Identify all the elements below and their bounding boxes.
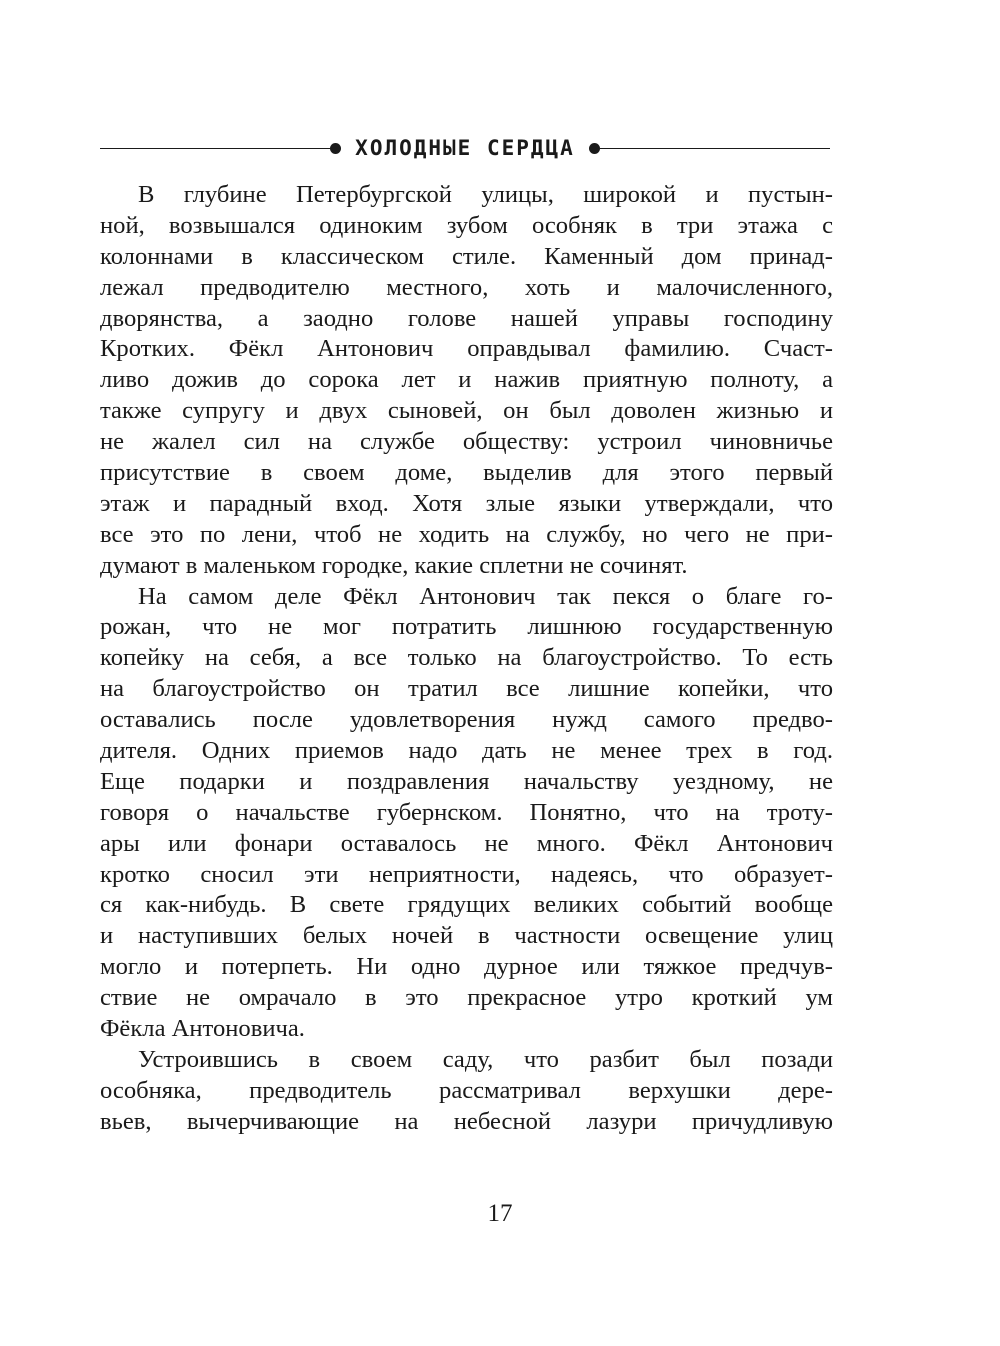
running-header-title: ХОЛОДНЫЕ СЕРДЦА [355,136,575,160]
text-line: ся как-нибудь. В свете грядущих великих событий вообще [100,891,833,919]
text-line: ной, возвышался одиноким зубом особняк в три этажа с [100,211,833,239]
text-line: на благоустройство он тратил все лишние копейки, что [100,675,833,703]
page-number: 17 [487,1200,513,1227]
text-line: вьев, вычерчивающие на небесной лазури причудливую [100,1107,833,1135]
text-line: Кротких. Фёкл Антонович оправдывал фамилию. Счаст- [100,335,833,363]
text-line: ары или фонари оставалось не много. Фёкл Антонович [100,829,833,857]
text-line: все это по лени, чтоб не ходить на службу, но чего не при- [100,520,833,548]
text-line: В глубине Петербургской улицы, широкой и пустын- [138,181,833,208]
header-rule-left [100,148,330,149]
text-line: Устроившись в своем саду, что разбит был позади [138,1045,833,1073]
text-line: оставались после удовлетворения нужд самого предво- [100,706,833,734]
text-line: рожан, что не мог потратить лишнюю государственную [100,613,833,641]
running-header [100,133,830,163]
text-line: Еще подарки и поздравления начальству уездному, не [100,767,833,795]
text-line: колоннами в классическом стиле. Каменный дом принад- [100,242,833,270]
text-line: и наступивших белых ночей в частности освещение улиц [100,922,833,950]
header-rule-right [600,148,830,149]
text-line: также супругу и двух сыновей, он был доволен жизнью и [100,397,833,425]
text-line: говоря о начальстве губернском. Понятно, что на троту- [100,798,833,826]
text-line: этаж и парадный вход. Хотя злые языки утверждали, что [100,489,833,517]
text-line: кротко сносил эти неприятности, надеясь, что образует- [100,860,833,888]
text-line: копейку на себя, а все только на благоустройство. То есть [100,644,833,672]
header-dot-right [589,143,600,154]
text-line: дворянства, а заодно голове нашей управы господину [100,304,833,332]
body-text [100,180,833,1138]
text-line: ствие не омрачало в это прекрасное утро кроткий ум [100,984,833,1012]
text-line: могло и потерпеть. Ни одно дурное или тяжкое предчув- [100,953,833,981]
text-line: Фёкла Антоновича. [100,1015,305,1043]
header-dot-left [330,143,341,154]
text-line: присутствие в своем доме, выделив для этого первый [100,459,833,487]
text-line: лежал предводителю местного, хоть и малочисленного, [100,273,833,301]
text-line: не жалел сил на службе обществу: устроил чиновничье [100,428,833,456]
text-line: думают в маленьком городке, какие сплетни не сочинят. [100,551,688,579]
text-line: дителя. Одних приемов надо дать не менее трех в год. [100,737,833,765]
text-line: особняка, предводитель рассматривал верхушки дере- [100,1076,833,1104]
text-line: ливо дожив до сорока лет и нажив приятную полноту, а [100,366,833,394]
text-line: На самом деле Фёкл Антонович так пекся о благе го- [138,582,833,610]
